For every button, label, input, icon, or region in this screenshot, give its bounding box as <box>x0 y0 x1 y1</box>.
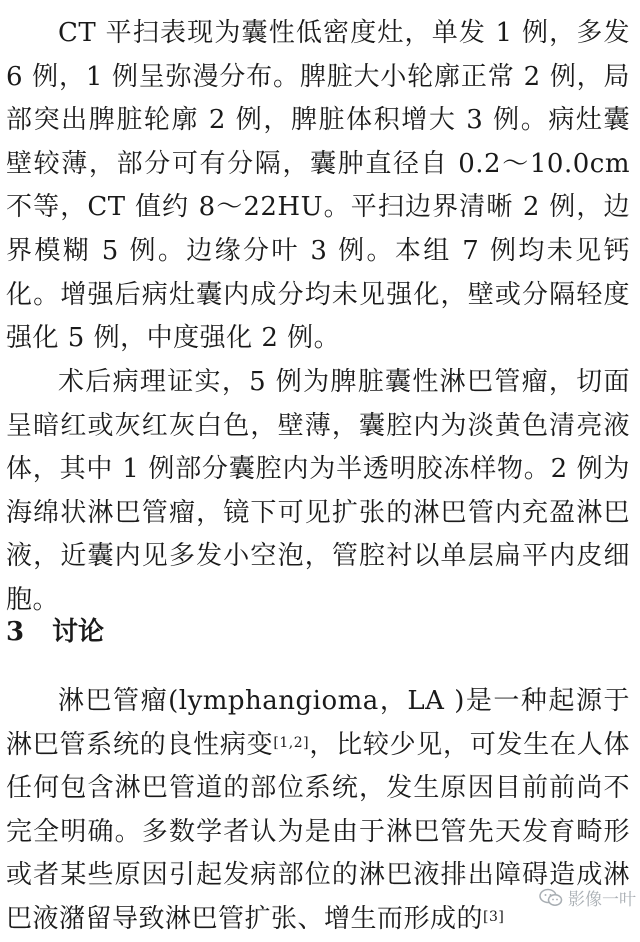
discussion-text-2: ，比较少见，可发生在人体任何包含淋巴管道的部位系统，发生原因目前前尚不完全明确。多数学者认为是由于淋巴管先天发育畸形或者某些原因引起发病部位的淋巴液排出障碍造成淋巴液潴留导致淋巴管扩张、增生而形成的 <box>6 729 630 934</box>
discussion-paragraph <box>6 680 630 942</box>
citation-1: [1,2] <box>273 734 310 751</box>
watermark-text: 影像一叶 <box>568 890 636 910</box>
wechat-icon <box>539 888 563 908</box>
watermark <box>539 885 636 910</box>
discussion-text-1: 淋巴管瘤(lymphangioma，LA )是一种起源于淋巴管系统的良性病变 <box>6 686 630 760</box>
pathology-paragraph: 术后病理证实，5 例为脾脏囊性淋巴管瘤，切面呈暗红或灰红灰白色，壁薄，囊腔内为淡黄色清亮液体，其中 1 例部分囊腔内为半透明胶冻样物。2 例为海绵状淋巴管瘤，镜下可见扩张的淋巴管内充盈淋巴液，近囊内见多发小空泡，管腔衬以单层扁平内皮细胞。 <box>6 367 630 615</box>
ct-findings-paragraph: CT 平扫表现为囊性低密度灶，单发 1 例，多发 6 例，1 例呈弥漫分布。脾脏大小轮廓正常 2 例，局部突出脾脏轮廓 2 例，脾脏体积增大 3 例。病灶囊壁较薄，部分可有分隔，囊肿直径自 0.2～10.0cm 不等，CT 值约 8～22HU。平扫边界清晰 2 例，边界模糊 5 例。边缘分叶 3 例。本组 7 例均未见钙化。增强后病灶囊内成分均未见强化，壁或分隔轻度强化 5 例，中度强化 2 例。 <box>6 18 630 354</box>
section-title: 讨论 <box>52 617 105 647</box>
section-number: 3 <box>6 617 25 647</box>
citation-2: [3] <box>483 908 505 925</box>
section-heading <box>6 612 104 652</box>
